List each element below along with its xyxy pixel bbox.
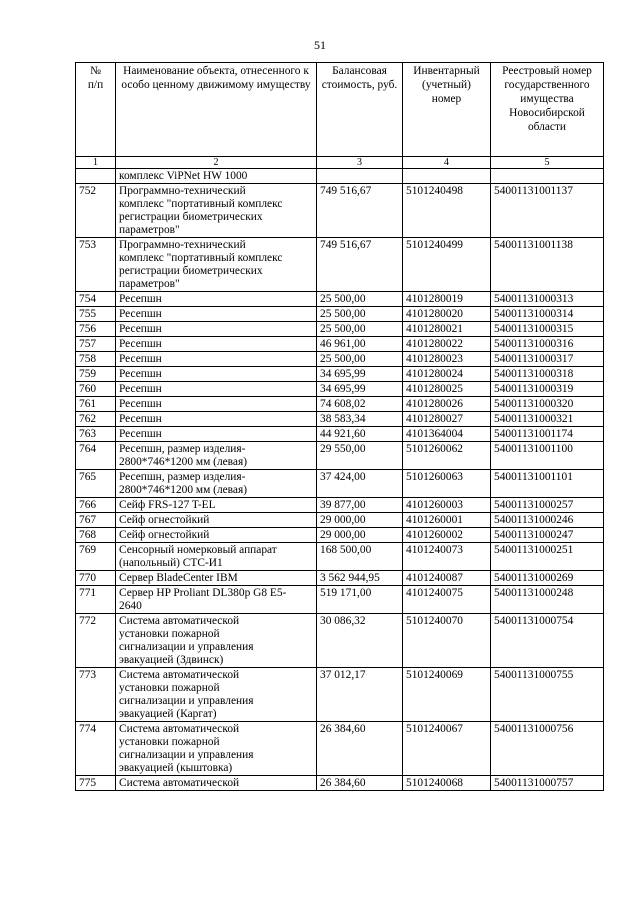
inventory-number: 4101260001 xyxy=(403,513,491,528)
row-number: 770 xyxy=(76,571,116,586)
inventory-number: 5101240499 xyxy=(403,238,491,292)
inventory-number: 4101364004 xyxy=(403,427,491,442)
registry-number: 54001131000317 xyxy=(491,352,604,367)
registry-number: 54001131000756 xyxy=(491,722,604,776)
row-number: 760 xyxy=(76,382,116,397)
table-row xyxy=(76,442,604,470)
page-number: 51 xyxy=(314,38,326,52)
row-number: 757 xyxy=(76,337,116,352)
registry-number: 54001131000315 xyxy=(491,322,604,337)
inventory-number: 5101260063 xyxy=(403,470,491,498)
registry-number: 54001131000248 xyxy=(491,586,604,614)
balance-cost xyxy=(317,169,403,184)
header-name: Наименование объекта, отнесенного к особо ценному движимому имуществу xyxy=(116,63,317,157)
inventory-number: 4101280027 xyxy=(403,412,491,427)
object-name: Система автоматической установки пожарной сигнализации и управления эвакуацией (Здвинск) xyxy=(116,614,317,668)
inventory-number: 4101280020 xyxy=(403,307,491,322)
inventory-number: 4101280021 xyxy=(403,322,491,337)
table-row xyxy=(76,668,604,722)
row-number: 754 xyxy=(76,292,116,307)
balance-cost: 25 500,00 xyxy=(317,352,403,367)
balance-cost: 34 695,99 xyxy=(317,367,403,382)
object-name: Система автоматической установки пожарной сигнализации и управления эвакуацией (Каргат) xyxy=(116,668,317,722)
registry-number: 54001131000247 xyxy=(491,528,604,543)
balance-cost: 168 500,00 xyxy=(317,543,403,571)
property-registry-table xyxy=(75,62,604,791)
inventory-number: 5101240070 xyxy=(403,614,491,668)
balance-cost: 30 086,32 xyxy=(317,614,403,668)
registry-number: 54001131001174 xyxy=(491,427,604,442)
object-name: Сейф FRS-127 T-EL xyxy=(116,498,317,513)
registry-number: 54001131001100 xyxy=(491,442,604,470)
table-row xyxy=(76,184,604,238)
registry-number: 54001131000754 xyxy=(491,614,604,668)
object-name: Ресепшн xyxy=(116,352,317,367)
registry-number: 54001131001137 xyxy=(491,184,604,238)
inventory-number: 5101260062 xyxy=(403,442,491,470)
balance-cost: 519 171,00 xyxy=(317,586,403,614)
table-row xyxy=(76,586,604,614)
balance-cost: 37 424,00 xyxy=(317,470,403,498)
header-inventory: Инвентарный (учетный) номер xyxy=(403,63,491,157)
row-number: 761 xyxy=(76,397,116,412)
registry-number: 54001131000316 xyxy=(491,337,604,352)
registry-number: 54001131000246 xyxy=(491,513,604,528)
row-number: 773 xyxy=(76,668,116,722)
row-number: 763 xyxy=(76,427,116,442)
object-name: Ресепшн xyxy=(116,427,317,442)
registry-number: 54001131000313 xyxy=(491,292,604,307)
table-row xyxy=(76,571,604,586)
object-name: Ресепшн xyxy=(116,292,317,307)
inventory-number: 4101260002 xyxy=(403,528,491,543)
object-name: Ресепшн xyxy=(116,397,317,412)
inventory-number: 4101280023 xyxy=(403,352,491,367)
registry-number: 54001131000757 xyxy=(491,776,604,791)
table-row xyxy=(76,292,604,307)
table-row xyxy=(76,513,604,528)
object-name: Ресепшн xyxy=(116,307,317,322)
row-number: 759 xyxy=(76,367,116,382)
balance-cost: 26 384,60 xyxy=(317,776,403,791)
header-num: № п/п xyxy=(76,63,116,157)
registry-number xyxy=(491,169,604,184)
object-name: Программно-технический комплекс "портативный комплекс регистрации биометрических параметров" xyxy=(116,184,317,238)
table-row xyxy=(76,397,604,412)
registry-number: 54001131000755 xyxy=(491,668,604,722)
balance-cost: 25 500,00 xyxy=(317,292,403,307)
row-number: 766 xyxy=(76,498,116,513)
object-name: Ресепшн, размер изделия- 2800*746*1200 мм (левая) xyxy=(116,442,317,470)
object-name: Сервер HP Proliant DL380p G8 E5- 2640 xyxy=(116,586,317,614)
row-number: 758 xyxy=(76,352,116,367)
balance-cost: 25 500,00 xyxy=(317,322,403,337)
inventory-number: 4101280024 xyxy=(403,367,491,382)
inventory-number: 4101240075 xyxy=(403,586,491,614)
balance-cost: 34 695,99 xyxy=(317,382,403,397)
balance-cost: 749 516,67 xyxy=(317,238,403,292)
object-name: Ресепшн xyxy=(116,367,317,382)
column-number: 4 xyxy=(403,157,491,169)
balance-cost: 46 961,00 xyxy=(317,337,403,352)
registry-number: 54001131000321 xyxy=(491,412,604,427)
object-name: Ресепшн xyxy=(116,382,317,397)
balance-cost: 29 550,00 xyxy=(317,442,403,470)
table-row xyxy=(76,722,604,776)
table-row xyxy=(76,776,604,791)
table-row xyxy=(76,238,604,292)
row-number: 756 xyxy=(76,322,116,337)
inventory-number: 4101280025 xyxy=(403,382,491,397)
header-registry: Реестровый номер государственного имущества Новосибирской области xyxy=(491,63,604,157)
table-row xyxy=(76,382,604,397)
row-number: 755 xyxy=(76,307,116,322)
object-name: Сервер BladeCenter IBM xyxy=(116,571,317,586)
row-number: 764 xyxy=(76,442,116,470)
registry-number: 54001131000319 xyxy=(491,382,604,397)
object-name: комплекс ViPNet HW 1000 xyxy=(116,169,317,184)
header-cost: Балансовая стоимость, руб. xyxy=(317,63,403,157)
table-row xyxy=(76,543,604,571)
object-name: Ресепшн xyxy=(116,412,317,427)
registry-number: 54001131001138 xyxy=(491,238,604,292)
balance-cost: 3 562 944,95 xyxy=(317,571,403,586)
column-numbers-row xyxy=(76,157,604,169)
balance-cost: 25 500,00 xyxy=(317,307,403,322)
column-number: 3 xyxy=(317,157,403,169)
row-number: 771 xyxy=(76,586,116,614)
balance-cost: 37 012,17 xyxy=(317,668,403,722)
table-row xyxy=(76,352,604,367)
object-name: Система автоматической xyxy=(116,776,317,791)
object-name: Программно-технический комплекс "портативный комплекс регистрации биометрических параметров" xyxy=(116,238,317,292)
table-row xyxy=(76,498,604,513)
row-number: 765 xyxy=(76,470,116,498)
inventory-number: 4101240073 xyxy=(403,543,491,571)
row-number: 768 xyxy=(76,528,116,543)
balance-cost: 29 000,00 xyxy=(317,513,403,528)
inventory-number: 4101260003 xyxy=(403,498,491,513)
row-number: 762 xyxy=(76,412,116,427)
object-name: Сейф огнестойкий xyxy=(116,513,317,528)
balance-cost: 44 921,60 xyxy=(317,427,403,442)
inventory-number: 4101280019 xyxy=(403,292,491,307)
registry-number: 54001131000269 xyxy=(491,571,604,586)
row-number: 752 xyxy=(76,184,116,238)
balance-cost: 38 583,34 xyxy=(317,412,403,427)
table-row xyxy=(76,528,604,543)
registry-number: 54001131000257 xyxy=(491,498,604,513)
balance-cost: 749 516,67 xyxy=(317,184,403,238)
registry-number: 54001131000320 xyxy=(491,397,604,412)
registry-number: 54001131000318 xyxy=(491,367,604,382)
table-row xyxy=(76,337,604,352)
balance-cost: 74 608,02 xyxy=(317,397,403,412)
inventory-number: 5101240067 xyxy=(403,722,491,776)
registry-number: 54001131001101 xyxy=(491,470,604,498)
row-number: 772 xyxy=(76,614,116,668)
row-number: 753 xyxy=(76,238,116,292)
registry-number: 54001131000314 xyxy=(491,307,604,322)
inventory-number: 4101240087 xyxy=(403,571,491,586)
table-row xyxy=(76,367,604,382)
object-name: Система автоматической установки пожарной сигнализации и управления эвакуацией (кыштовка) xyxy=(116,722,317,776)
registry-number: 54001131000251 xyxy=(491,543,604,571)
row-number: 775 xyxy=(76,776,116,791)
row-number: 774 xyxy=(76,722,116,776)
table-header-row xyxy=(76,63,604,157)
inventory-number: 4101280022 xyxy=(403,337,491,352)
balance-cost: 29 000,00 xyxy=(317,528,403,543)
inventory-number: 5101240069 xyxy=(403,668,491,722)
inventory-number: 4101280026 xyxy=(403,397,491,412)
row-number xyxy=(76,169,116,184)
table-row xyxy=(76,169,604,184)
object-name: Сейф огнестойкий xyxy=(116,528,317,543)
table-row xyxy=(76,307,604,322)
column-number: 5 xyxy=(491,157,604,169)
table-row xyxy=(76,412,604,427)
balance-cost: 39 877,00 xyxy=(317,498,403,513)
inventory-number xyxy=(403,169,491,184)
row-number: 767 xyxy=(76,513,116,528)
object-name: Сенсорный номерковый аппарат (напольный) СТС-И1 xyxy=(116,543,317,571)
object-name: Ресепшн xyxy=(116,322,317,337)
table-row xyxy=(76,427,604,442)
column-number: 2 xyxy=(116,157,317,169)
inventory-number: 5101240068 xyxy=(403,776,491,791)
table-row xyxy=(76,470,604,498)
object-name: Ресепшн xyxy=(116,337,317,352)
balance-cost: 26 384,60 xyxy=(317,722,403,776)
object-name: Ресепшн, размер изделия- 2800*746*1200 мм (левая) xyxy=(116,470,317,498)
inventory-number: 5101240498 xyxy=(403,184,491,238)
row-number: 769 xyxy=(76,543,116,571)
table-row xyxy=(76,322,604,337)
table-row xyxy=(76,614,604,668)
column-number: 1 xyxy=(76,157,116,169)
